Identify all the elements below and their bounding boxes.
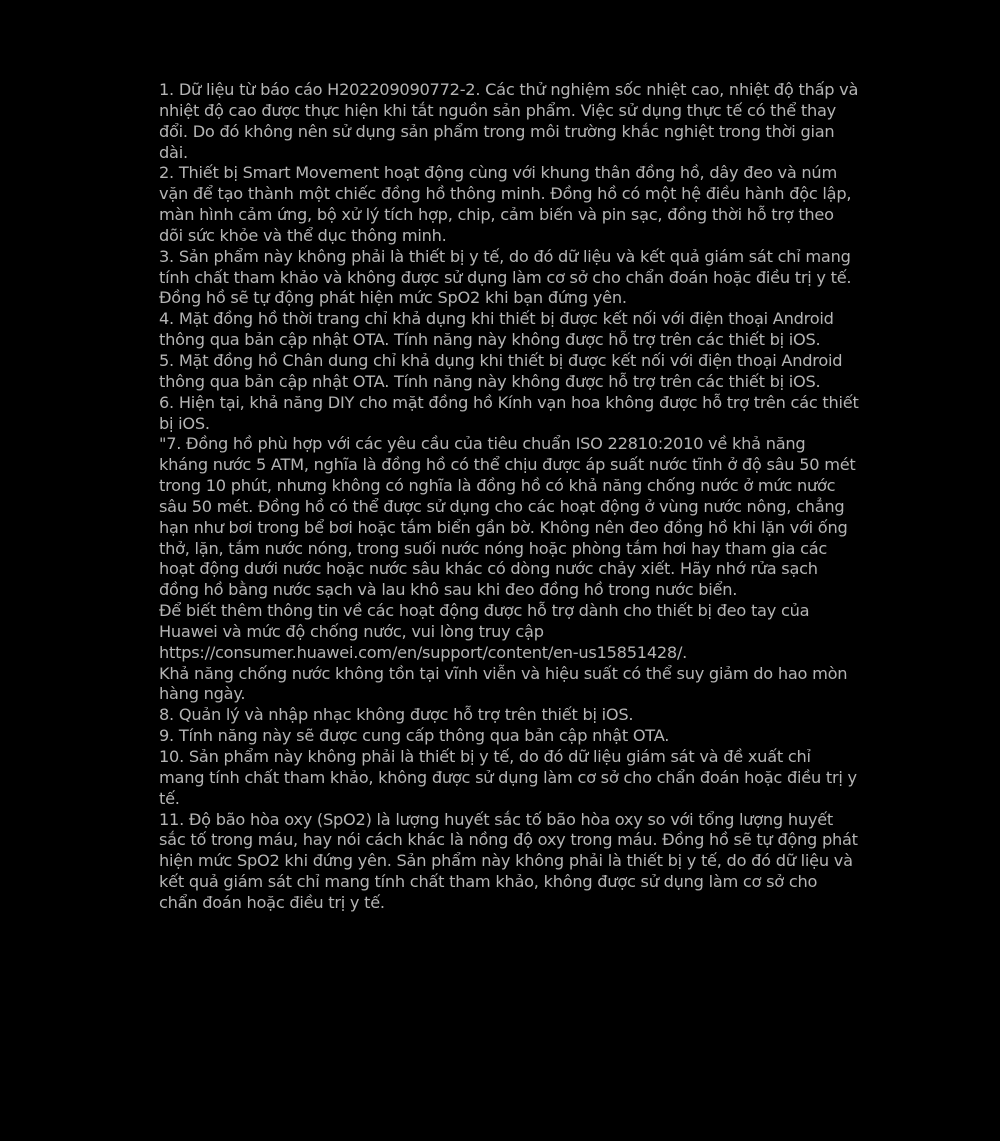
note-7-more-info: Để biết thêm thông tin về các hoạt động được hỗ trợ dành cho thiết bị đeo tay của Huawei và mức độ chống nước, vui lòng truy cập: [159, 601, 810, 641]
note-1: 1. Dữ liệu từ báo cáo H202209090772-2. Các thử nghiệm sốc nhiệt cao, nhiệt độ thấp và nhiệt độ cao được thực hiện khi tắt nguồn sản phẩm. Việc sử dụng thực tế có thể thay đổi. Do đó không nên sử dụng sản phẩm trong môi trường khắc nghiệt trong thời gian dài.: [159, 80, 859, 162]
note-7-support-url: https://consumer.huawei.com/en/support/content/en-us15851428/.: [159, 642, 688, 662]
note-8: 8. Quản lý và nhập nhạc không được hỗ trợ trên thiết bị iOS.: [159, 705, 634, 725]
note-2: 2. Thiết bị Smart Movement hoạt động cùng với khung thân đồng hồ, dây đeo và núm vặn để tạo thành một chiếc đồng hồ thông minh. Đồng hồ có một hệ điều hành độc lập, màn hình cảm ứng, bộ xử lý tích hợp, chip, cảm biến và pin sạc, đồng thời hỗ trợ theo dõi sức khỏe và thể dục thông minh.: [159, 163, 852, 245]
note-7-durability: Khả năng chống nước không tồn tại vĩnh viễn và hiệu suất có thể suy giảm do hao mòn hàng ngày.: [159, 663, 848, 704]
note-11: 11. Độ bão hòa oxy (SpO2) là lượng huyết sắc tố bão hòa oxy so với tổng lượng huyết sắc tố trong máu, hay nói cách khác là nồng độ oxy trong máu. Đồng hồ sẽ tự động phát hiện mức SpO2 khi đứng yên. Sản phẩm này không phải là thiết bị y tế, do đó dữ liệu và kết quả giám sát chỉ mang tính chất tham khảo, không được sử dụng làm cơ sở cho chẩn đoán hoặc điều trị y tế.: [159, 809, 858, 912]
disclaimer-notes: [159, 80, 859, 914]
note-10: 10. Sản phẩm này không phải là thiết bị y tế, do đó dữ liệu giám sát và đề xuất chỉ mang tính chất tham khảo, không được sử dụng làm cơ sở cho chẩn đoán hoặc điều trị y tế.: [159, 747, 857, 808]
note-9: 9. Tính năng này sẽ được cung cấp thông qua bản cập nhật OTA.: [159, 726, 670, 746]
note-4: 4. Mặt đồng hồ thời trang chỉ khả dụng khi thiết bị được kết nối với điện thoại Android thông qua bản cập nhật OTA. Tính năng này không được hỗ trợ trên các thiết bị iOS.: [159, 309, 834, 350]
note-6: 6. Hiện tại, khả năng DIY cho mặt đồng hồ Kính vạn hoa không được hỗ trợ trên các thiết bị iOS.: [159, 392, 859, 433]
note-7: "7. Đồng hồ phù hợp với các yêu cầu của tiêu chuẩn ISO 22810:2010 về khả năng kháng nước 5 ATM, nghĩa là đồng hồ có thể chịu được áp suất nước tĩnh ở độ sâu 50 mét trong 10 phút, nhưng không có nghĩa là đồng hồ có khả năng chống nước ở mức nước sâu 50 mét. Đồng hồ có thể được sử dụng cho các hoạt động ở vùng nước nông, chẳng hạn như bơi trong bể bơi hoặc tắm biển gần bờ. Không nên đeo đồng hồ khi lặn với ống thở, lặn, tắm nước nóng, trong suối nước nóng hoặc phòng tắm hơi hay tham gia các hoạt động dưới nước hoặc nước sâu khác có dòng nước chảy xiết. Hãy nhớ rửa sạch đồng hồ bằng nước sạch và lau khô sau khi đeo đồng hồ trong nước biển.: [159, 434, 856, 600]
note-5: 5. Mặt đồng hồ Chân dung chỉ khả dụng khi thiết bị được kết nối với điện thoại Android thông qua bản cập nhật OTA. Tính năng này không được hỗ trợ trên các thiết bị iOS.: [159, 350, 843, 391]
note-3: 3. Sản phẩm này không phải là thiết bị y tế, do đó dữ liệu và kết quả giám sát chỉ mang tính chất tham khảo và không được sử dụng làm cơ sở cho chẩn đoán hoặc điều trị y tế. Đồng hồ sẽ tự động phát hiện mức SpO2 khi bạn đứng yên.: [159, 246, 852, 308]
